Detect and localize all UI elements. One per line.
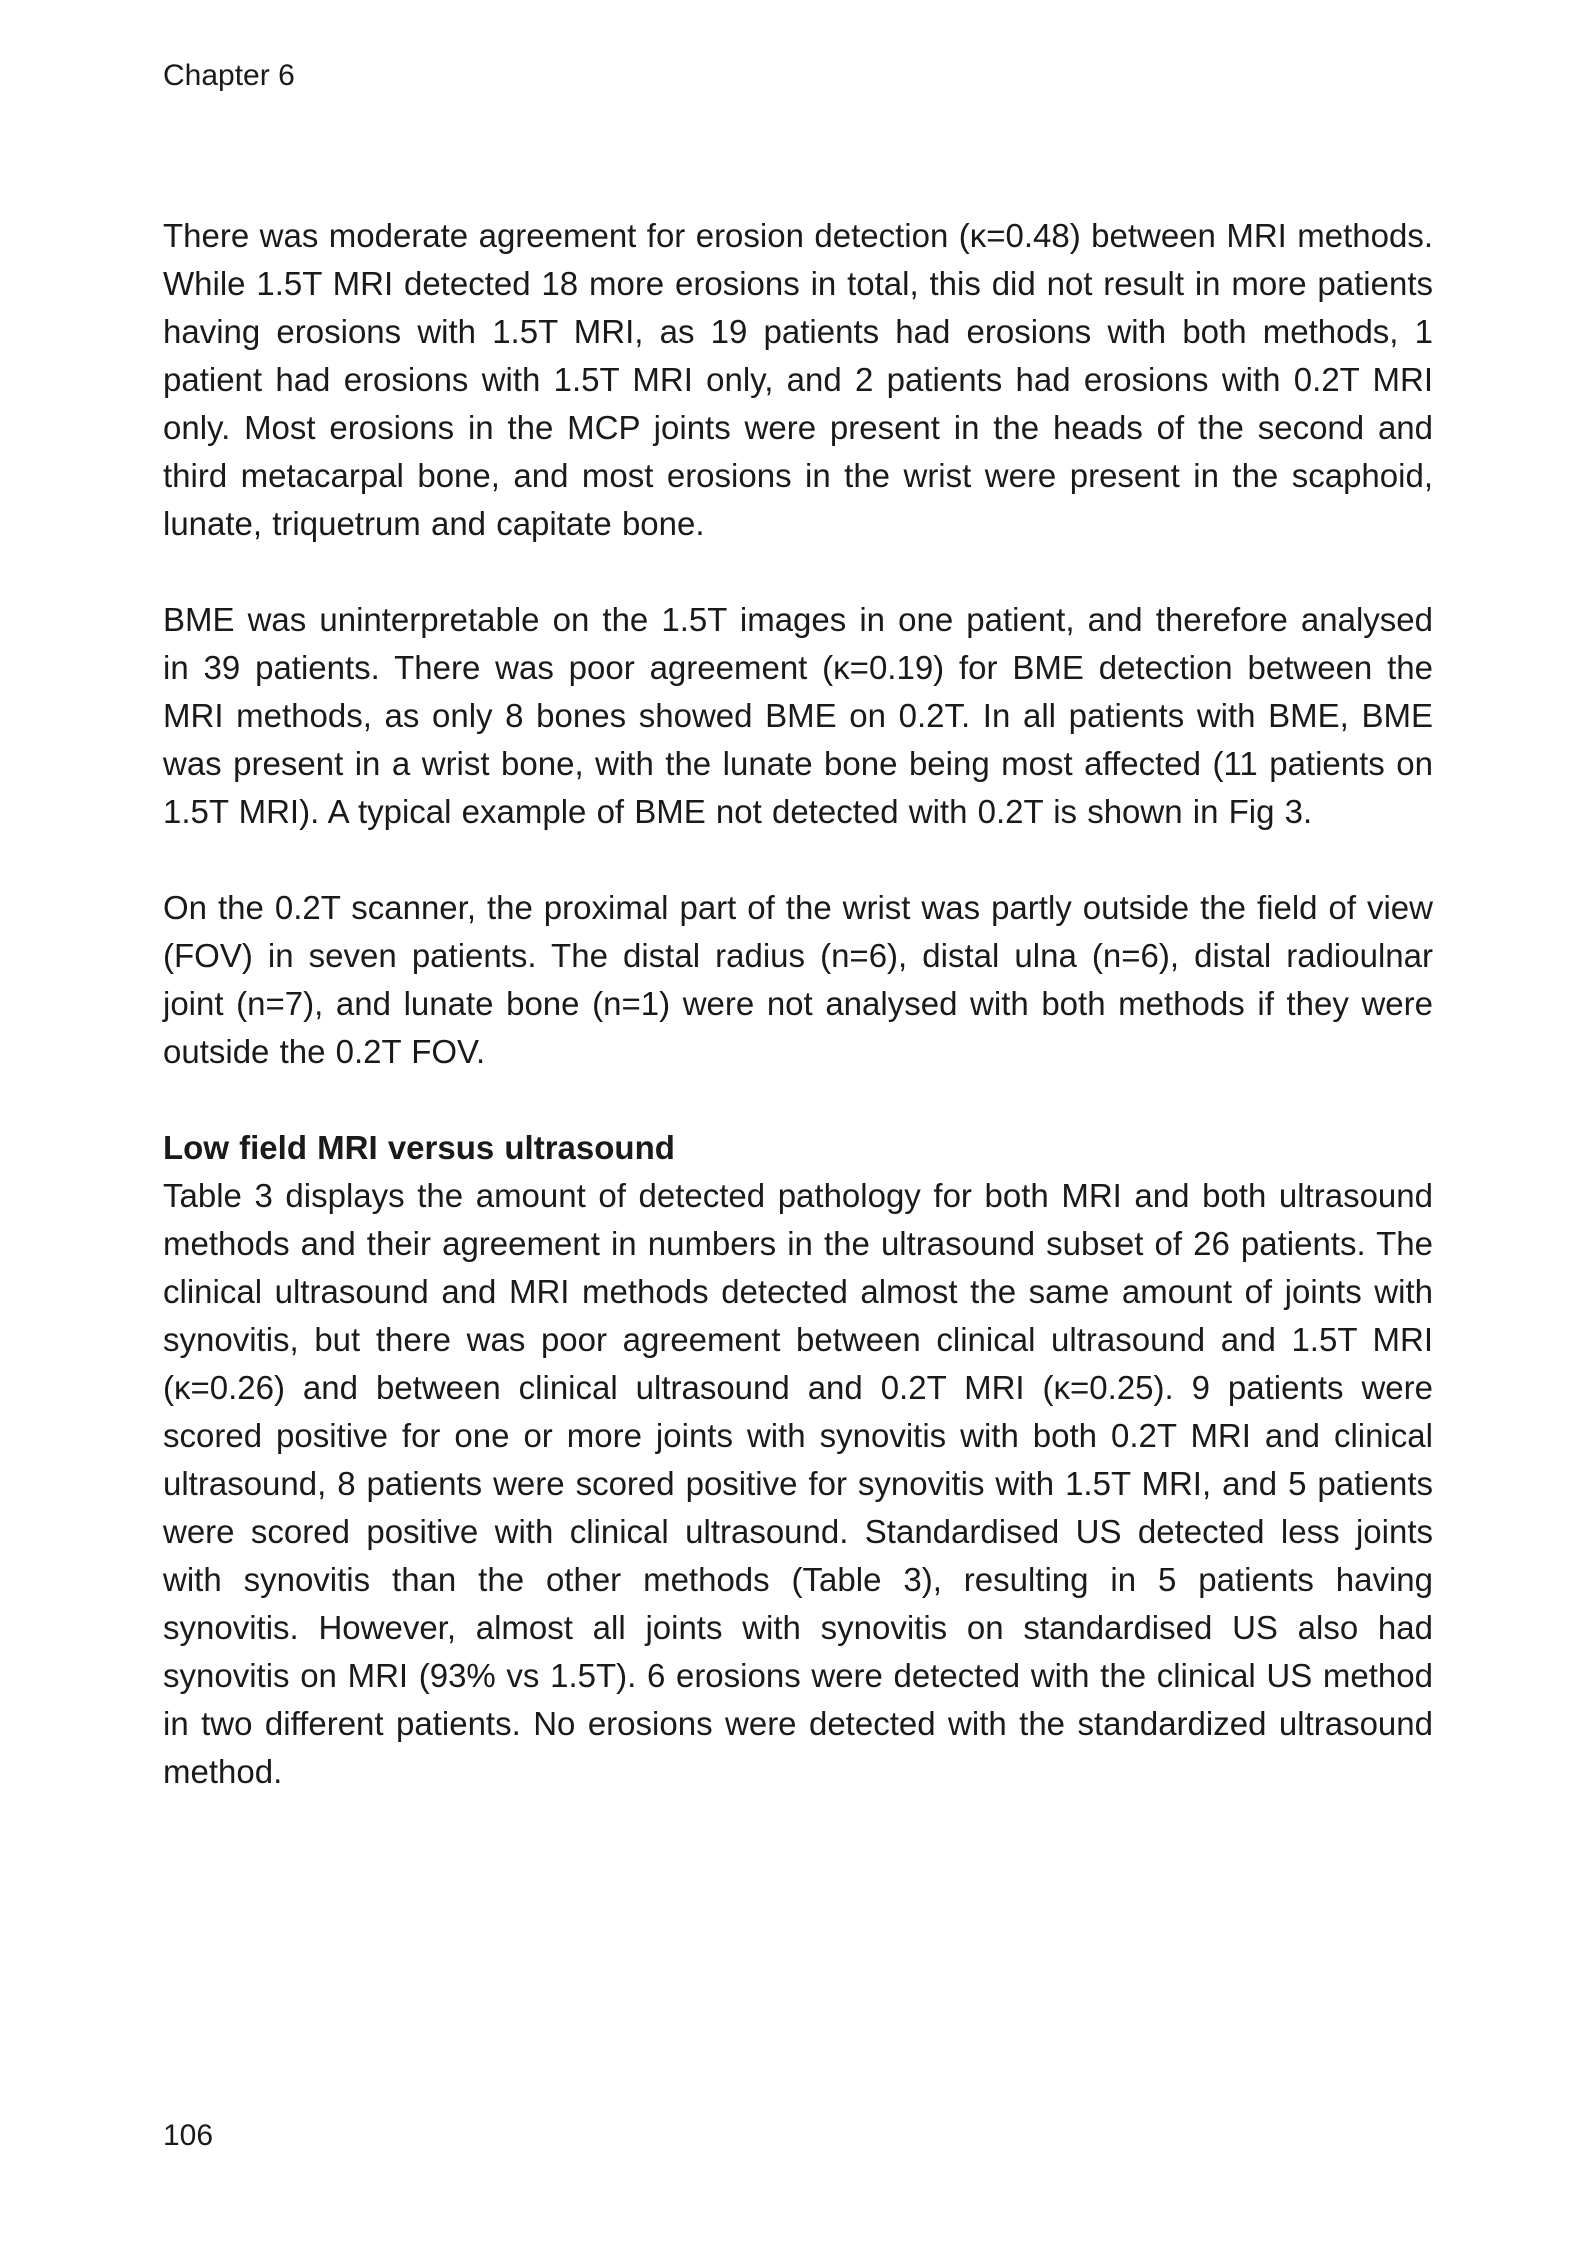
paragraph-erosion-agreement: There was moderate agreement for erosion detection (κ=0.48) between MRI methods. While 1.5T MRI detected 18 more erosions in total, this did not result in more patients having erosions with 1.5T MRI, as 19 patients had erosions with both methods, 1 patient had erosions with 1.5T MRI only, and 2 patients had erosions with 0.2T MRI only. Most erosions in the MCP joints were present in the heads of the second and third metacarpal bone, and most erosions in the wrist were present in the scaphoid, lunate, triquetrum and capitate bone. bbox=[163, 217, 1433, 542]
paragraph-bme-detection: BME was uninterpretable on the 1.5T images in one patient, and therefore analysed in 39 patients. There was poor agreement (κ=0.19) for BME detection between the MRI methods, as only 8 bones showed BME on 0.2T. In all patients with BME, BME was present in a wrist bone, with the lunate bone being most affected (11 patients on 1.5T MRI). A typical example of BME not detected with 0.2T is shown in Fig 3. bbox=[163, 601, 1433, 830]
paragraph-fov-limitation: On the 0.2T scanner, the proximal part of the wrist was partly outside the field of view (FOV) in seven patients. The distal radius (n=6), distal ulna (n=6), distal radioulnar joint (n=7), and lunate bone (n=1) were not analysed with both methods if they were outside the 0.2T FOV. bbox=[163, 889, 1433, 1070]
body-text bbox=[163, 212, 1433, 1796]
page-number: 106 bbox=[163, 2119, 214, 2152]
chapter-header: Chapter 6 bbox=[163, 59, 295, 92]
paragraph-mri-vs-ultrasound: Table 3 displays the amount of detected pathology for both MRI and both ultrasound methods and their agreement in numbers in the ultrasound subset of 26 patients. The clinical ultrasound and MRI methods detected almost the same amount of joints with synovitis, but there was poor agreement between clinical ultrasound and 1.5T MRI (κ=0.26) and between clinical ultrasound and 0.2T MRI (κ=0.25). 9 patients were scored positive for one or more joints with synovitis with both 0.2T MRI and clinical ultrasound, 8 patients were scored positive for synovitis with 1.5T MRI, and 5 patients were scored positive with clinical ultrasound. Standardised US detected less joints with synovitis than the other methods (Table 3), resulting in 5 patients having synovitis. However, almost all joints with synovitis on standardised US also had synovitis on MRI (93% vs 1.5T). 6 erosions were detected with the clinical US method in two different patients. No erosions were detected with the standardized ultrasound method. bbox=[163, 1177, 1433, 1790]
section-heading: Low field MRI versus ultrasound bbox=[163, 1129, 675, 1166]
